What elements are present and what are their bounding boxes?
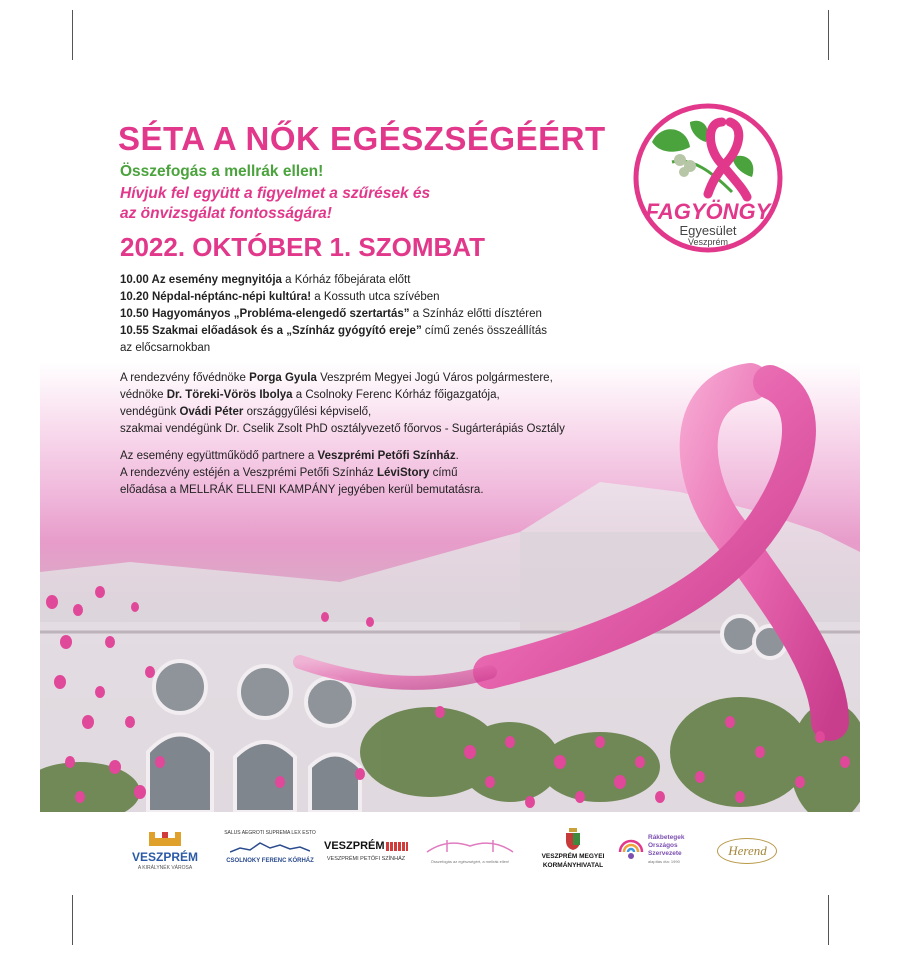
sponsor-kormanyhivatal (525, 828, 621, 878)
schedule-item-place: a Kossuth utca szívében (311, 291, 440, 303)
sponsor-text: KORMÁNYHIVATAL (542, 862, 604, 869)
crop-mark (72, 10, 73, 60)
partner-line (120, 465, 680, 482)
schedule-item-title: 10.55 Szakmai előadások és a „Színház gyógyító ereje” (120, 325, 422, 337)
event-title: SÉTA A NŐK EGÉSZSÉGÉÉRT (118, 120, 606, 157)
patron-line (120, 404, 680, 421)
patron-text: védnöke (120, 389, 167, 401)
call-to-action (120, 184, 480, 224)
schedule-item-place: a Kórház főbejárata előtt (281, 274, 411, 286)
crown-icon (145, 830, 185, 848)
schedule-item (120, 289, 640, 306)
sponsor-text: VESZPRÉM MEGYEI (541, 853, 605, 860)
event-date: 2022. OKTÓBER 1. SZOMBAT (120, 232, 486, 262)
patron-line (120, 370, 680, 387)
schedule-item (120, 323, 640, 340)
schedule-item-place: a Színház előtti dísztéren (409, 308, 542, 320)
crop-mark (828, 895, 829, 945)
sponsor-text: Rákbetegek (648, 834, 685, 841)
schedule-item-title: 10.50 Hagyományos „Probléma-elengedő szertartás” (120, 308, 410, 320)
sponsor-rakbetegek (618, 828, 713, 878)
sponsor-text: Országos (648, 842, 678, 849)
patron-text: vendégünk (120, 406, 180, 418)
patron-name: Dr. Töreki-Vörös Ibolya (166, 389, 293, 401)
patron-text: Veszprém Megyei Jogú Város polgármestere, (316, 372, 553, 384)
partner-line (120, 448, 680, 465)
crop-mark (72, 895, 73, 945)
sponsor-text: Összefogás az egészségért, a mellrák ellen! (430, 859, 510, 864)
sponsor-motto: SALUS AEGROTI SUPREMA LEX ESTO (224, 830, 316, 836)
partner-text: . (455, 450, 459, 462)
schedule-item (120, 306, 640, 323)
call-line: Hívjuk fel együtt a figyelmet a szűrések és (120, 185, 431, 202)
sponsor-subtext: VESZPRÉMI PETŐFI SZÍNHÁZ (326, 856, 406, 862)
sponsor-veszprem-city (120, 828, 210, 878)
schedule-item (120, 340, 640, 357)
sponsor-text: CSOLNOKY FERENC KÓRHÁZ (226, 858, 314, 864)
patron-line: szakmai vendégünk Dr. Cselik Zsolt PhD osztályvezető főorvos - Sugárterápiás Osztály (120, 423, 565, 435)
sponsor-logos (120, 828, 780, 878)
schedule-item-place: az előcsarnokban (120, 342, 211, 354)
sponsor-text: VESZPRÉM (131, 850, 198, 864)
patron-text: A rendezvény fővédnöke (120, 372, 250, 384)
bridge-icon (425, 834, 515, 856)
patron-text: országgyűlési képviselő, (243, 406, 372, 418)
logo-city: Veszprém (687, 237, 729, 247)
sponsor-subtext: alapítás óta: 1990 (648, 859, 680, 864)
patron-name: Porga Gyula (249, 372, 317, 384)
schedule-item (120, 272, 640, 289)
schedule (120, 272, 640, 357)
schedule-item-title: 10.20 Népdal-néptánc-népi kultúra! (120, 291, 312, 303)
partner-name: Veszprémi Petőfi Színház (317, 450, 456, 462)
hospital-icon (230, 839, 310, 853)
patron-line (120, 387, 680, 404)
partner-text: Az esemény együttműködő partnere a (120, 450, 318, 462)
partner-text: A rendezvény estéjén a Veszprémi Petőfi Színház (120, 467, 377, 479)
partners (120, 448, 680, 499)
sponsor-petofi (318, 828, 414, 878)
schedule-item-title: 10.00 Az esemény megnyitója (120, 274, 282, 286)
sponsor-herend (715, 828, 780, 878)
partner-line: előadása a MELLRÁK ELLENI KAMPÁNY jegyében kerül bemutatásra. (120, 484, 484, 496)
poster (40, 62, 860, 812)
stripes-icon (386, 842, 408, 851)
sponsor-text: Herend (728, 843, 767, 858)
logo-subtitle: Egyesület (679, 223, 737, 238)
sponsor-text: Szervezete (648, 850, 682, 857)
sponsor-text: VESZPRÉM (324, 840, 385, 852)
rainbow-icon (618, 834, 644, 860)
patrons (120, 370, 680, 438)
crop-mark (828, 10, 829, 60)
patron-text: a Csolnoky Ferenc Kórház főigazgatója, (292, 389, 500, 401)
schedule-item-place: című zenés összeállítás (421, 325, 547, 337)
logo-name: FAGYÖNGY (645, 199, 771, 224)
fagyongy-logo (632, 102, 784, 254)
coat-of-arms-icon (565, 828, 581, 850)
event-subtitle: Összefogás a mellrák ellen! (120, 163, 324, 180)
sponsor-csolnoky (220, 828, 320, 878)
patron-name: Ovádi Péter (179, 406, 244, 418)
partner-text: című (429, 467, 458, 479)
sponsor-bridge (422, 828, 518, 878)
call-line: az önvizsgálat fontosságára! (120, 205, 332, 222)
partner-name: LéviStory (376, 467, 430, 479)
sponsor-subtext: A KIRÁLYNÉK VÁROSA (137, 865, 193, 871)
